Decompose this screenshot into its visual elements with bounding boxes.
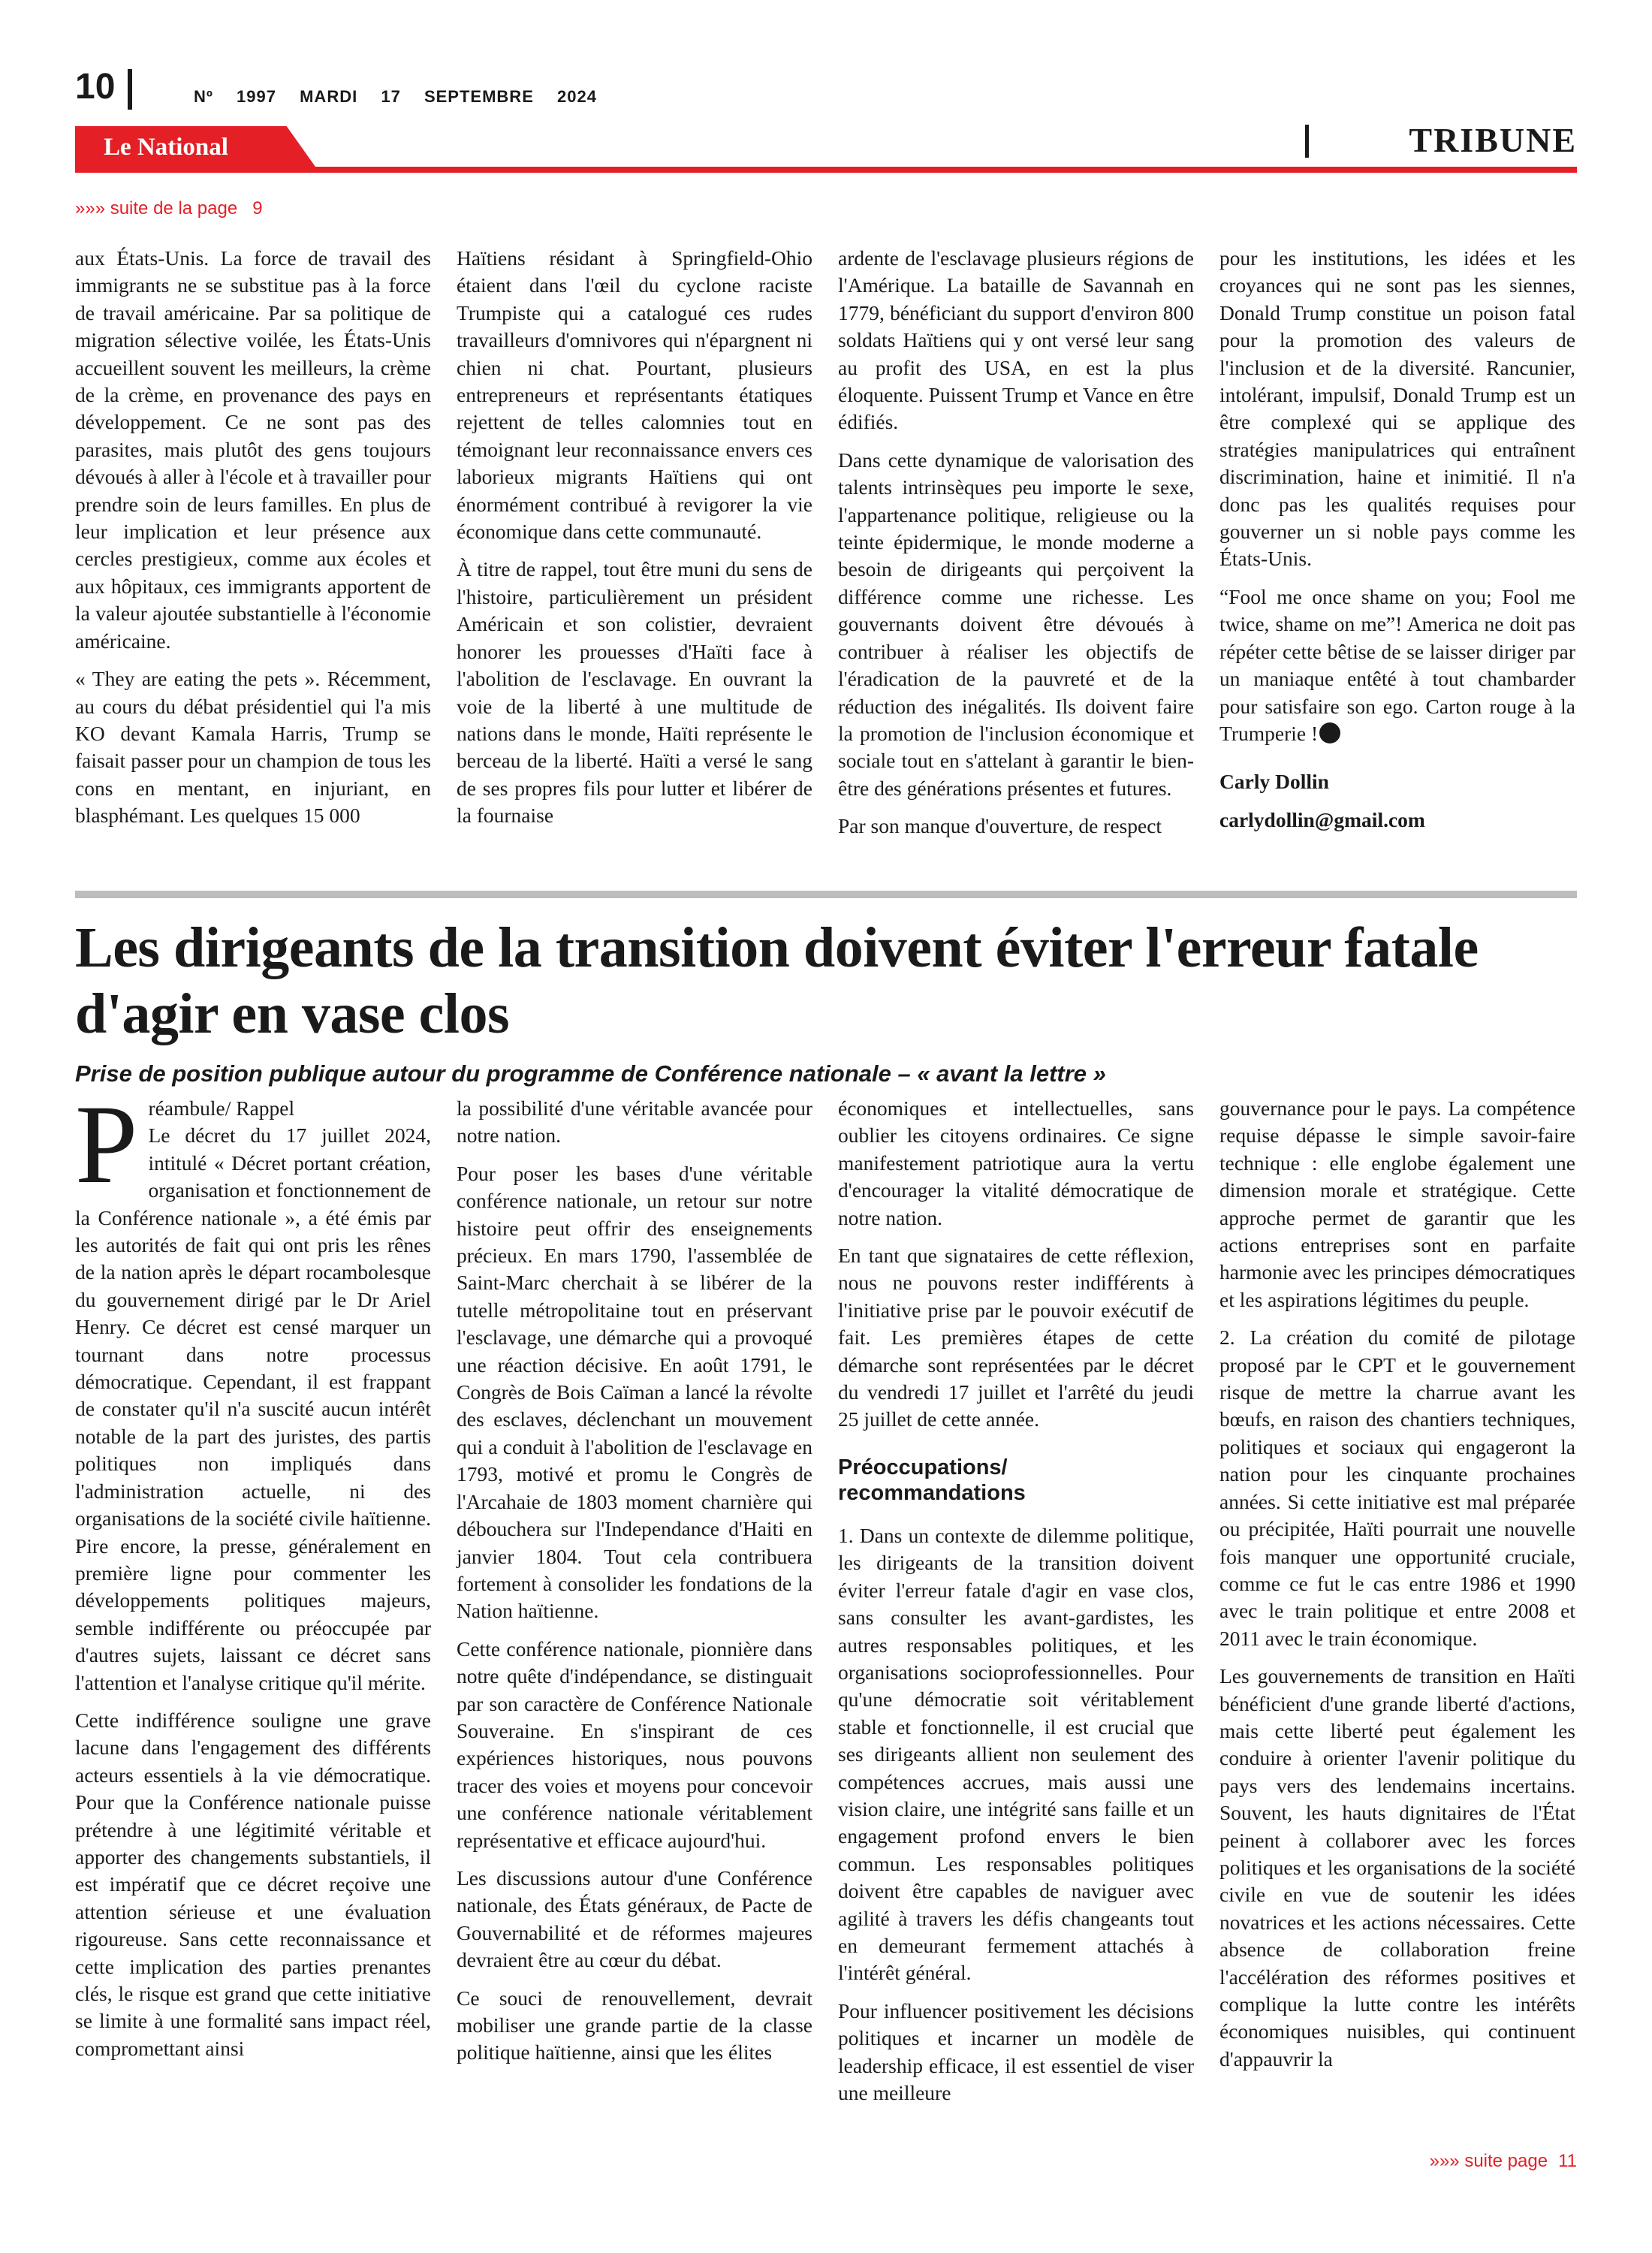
paragraph: [1219, 584, 1575, 747]
paragraph: Pour poser les bases d'une véritable conférence nationale, un retour sur notre histoire peut offrir des enseignements précieux. En mars 1790, l'assemblée de Saint-Marc cherchait à se libérer de la tutelle métropolitaine tout en préservant l'esclavage, une démarche qui a provoqué une réaction décisive. En août 1791, le Congrès de Bois Caïman a lancé la révolte des esclaves, déclenchant un mouvement qui a conduit à l'abolition de l'esclavage en 1793, motivé et promu le Congrès de l'Arcahaie de 1803 moment charnière qui débouchera sur l'Independance d'Haiti en janvier 1804. Tout cela contribuera fortement à consolider les fondations de la Nation haïtienne.: [457, 1161, 812, 1623]
continued-from-page: 9: [252, 198, 263, 219]
issue-weekday: MARDI: [300, 87, 358, 106]
article-deck: Prise de position publique autour du programme de Conférence nationale – « avant la lettre »: [75, 1060, 1106, 1087]
top-article-column-3: [838, 245, 1194, 851]
paragraph: À titre de rappel, tout être muni du sens de l'histoire, particulièrement un président Américain et son colistier, devraient honorer les prouesses d'Haïti face à l'abolition de l'esclavage. En ouvrant la voie de la liberté à une multitude de nations dans le monde, Haïti représente le berceau de la liberté. Haïti a versé le sang de ses propres fils pour lutter et libérer de la fournaise: [457, 557, 812, 828]
author-name: Carly Dollin: [1219, 770, 1329, 794]
section-divider: [1305, 125, 1309, 158]
paragraph: « They are eating the pets ». Récemment, au cours du débat présidentiel qui l'a mis KO devant Kamala Harris, Trump se faisait passer pour un champion de tous les cons en mentant, en injuriant, en blasphémant. Les quelques 15 000: [75, 667, 431, 828]
paragraph: Cette conférence nationale, pionnière dans notre quête d'indépendance, se distinguait par son caractère de Conférence Nationale Souveraine. En s'inspirant de ces expériences historiques, nous pouvons tracer des voies et moyens pour concevoir une conférence nationale véritablement représentative et efficace aujourd'hui.: [457, 1636, 812, 1852]
paragraph: 1. Dans un contexte de dilemme politique, les dirigeants de la transition doivent éviter l'erreur fatale d'agir en vase clos, sans consulter les avant-gardistes, les autres responsables politiques, et les organisations socioprofessionnelles. Pour qu'une démocratie soit véritablement stable et fonctionnelle, il est crucial que ses dirigeants allient non seulement des compétences accrues, mais aussi une vision claire, une intégrité sans faille et un engagement profond envers le bien commun. Les responsables politiques doivent être capables de naviguer avec agilité à travers les défis changeants tout en demeurant fermement attachés à l'intérêt général.: [838, 1523, 1194, 1985]
header-rule: [75, 167, 1577, 173]
brand-logo: Le National: [104, 134, 228, 161]
paragraph: En tant que signataires de cette réflexion, nous ne pouvons rester indifférents à l'initiative prise par le pouvoir exécutif de fait. Les premières étapes de cette démarche sont représentées par le décret du vendredi 17 juillet et l'arrêté du jeudi 25 juillet de cette année.: [838, 1244, 1194, 1431]
main-article-column-2: [457, 1095, 812, 2077]
drop-cap: P: [75, 1082, 138, 1207]
main-article-column-4: [1219, 1095, 1575, 2083]
paragraph: aux États-Unis. La force de travail des immigrants ne se substitue pas à la force de travail américaine. Par sa politique de migration sélective voilée, les États-Unis accueillent souvent les meilleurs, la crème de la crème, en provenance des pays en développement. Ce ne sont pas des parasites, mais plutôt des gens toujours dévoués à aller à l'école et à travailler pour prendre soin de leurs familles. En plus de leur implication et leur présence aux cercles prestigieux, comme aux écoles et aux hôpitaux, ces immigrants apportent de la valeur ajoutée substantielle à l'économie américaine.: [75, 246, 431, 653]
article-headline: Les dirigeants de la transition doivent éviter l'erreur fatale d'agir en vase clos: [75, 916, 1479, 1045]
main-article-column-3: [838, 1095, 1194, 2117]
paragraph: 2. La création du comité de pilotage proposé par le CPT et le gouvernement risque de mettre la charrue avant les bœufs, en raison des chantiers techniques, politiques et sociaux qui engageront la nation pour les cinquante prochaines années. Si cette initiative est mal préparée ou précipitée, Haïti pourrait une nouvelle fois manquer une opportunité cruciale, comme ce fut le cas entre 1986 et 1990 avec le train politique et entre 2008 et 2011 avec le train économique.: [1219, 1326, 1575, 1650]
continued-to-label: »»» suite page: [1429, 2151, 1548, 2171]
paragraph: Cette indifférence souligne une grave lacune dans l'engagement des différents acteurs essentiels à la vie démocratique. Pour que la Conférence nationale puisse prétendre à une légitimité véritable et apporter des changements substantiels, il est impératif que ce décret reçoive une attention sérieuse et une évaluation rigoureuse. Sans cette reconnaissance et cette implication des parties prenantes clés, le risque est grand que cette initiative se limite à une formalité sans impact réel, compromettant ainsi: [75, 1708, 431, 2060]
issue-month: SEPTEMBRE: [424, 87, 534, 106]
top-article-column-2: [457, 245, 812, 840]
paragraph: Haïtiens résidant à Springfield-Ohio étaient dans l'œil du cyclone raciste Trumpiste qui a catalogué ces rudes travailleurs d'omnivores qui n'épargnent ni chien ni chat. Pourtant, plusieurs entrepreneurs et représentants étatiques rejettent de telles calomnies tout en témoignant leur reconnaissance envers ces laborieux migrants Haïtiens qui ont énormément contribué à revigorer la vie économique dans cette communauté.: [457, 246, 812, 544]
page-number-divider: [128, 69, 132, 110]
issue-number: Nº 1997: [194, 87, 276, 106]
continued-to-page: 11: [1558, 2151, 1577, 2171]
paragraph: ardente de l'esclavage plusieurs régions de l'Amérique. La bataille de Savannah en 1779, bénéficiant du support d'environ 800 soldats Haïtiens qui y ont versé leur sang au profit des USA, en est la plus éloquente. Puissent Trump et Vance en être édifiés.: [838, 246, 1194, 434]
issue-day: 17: [381, 87, 401, 106]
paragraph: Pour influencer positivement les décisions politiques et incarner un modèle de leadership efficace, il est essentiel de viser une meilleure: [838, 1998, 1194, 2104]
section-title: TRIBUNE: [1409, 121, 1577, 159]
top-article-column-1: [75, 245, 431, 840]
end-mark-icon: [1319, 722, 1340, 743]
paragraph: économiques et intellectuelles, sans oublier les citoyens ordinaires. Ce signe manifestement patriotique aura la vertu d'encourager la vitalité démocratique de notre nation.: [838, 1096, 1194, 1229]
paragraph: Dans cette dynamique de valorisation des talents intrinsèques peu importe le sexe, l'appartenance politique, religieuse ou la teinte épidermique, le monde moderne a besoin de dirigeants qui perçoivent la différence comme une richesse. Les gouvernants doivent être dévoués à contribuer à réaliser les objectifs de l'éradication de la pauvreté et de la réduction des inégalités. Ils doivent faire la promotion de l'inclusion économique et sociale tout en s'attelant à garantir le bien-être des générations présentes et futures.: [838, 448, 1194, 800]
paragraph: la possibilité d'une véritable avancée pour notre nation.: [457, 1096, 812, 1148]
top-article-column-4: [1219, 245, 1575, 844]
subheading: Préoccupations/ recommandations: [838, 1455, 1026, 1505]
article-divider: [75, 891, 1577, 898]
author-email[interactable]: carlydollin@gmail.com: [1219, 807, 1425, 831]
paragraph-text: “Fool me once shame on you; Fool me twice, shame on me”! America ne doit pas répéter cette bêtise de se laisser diriger par un maniaque entêté à tout chambarder pour satisfaire son ego. Carton rouge à la Trumperie !: [1219, 584, 1575, 745]
paragraph: [75, 1082, 431, 1697]
paragraph: gouvernance pour le pays. La compétence requise dépasse le simple savoir-faire technique : elle englobe également une dimension morale et stratégique. Cette approche permet de garantir que les actions entreprises sont en parfaite harmonie avec les principes démocratiques et les aspirations légitimes du peuple.: [1219, 1096, 1575, 1311]
paragraph: pour les institutions, les idées et les croyances qui ne sont pas les siennes, Donald Trump constitue un poison fatal pour la promotion des valeurs de l'inclusion et de la diversité. Rancunier, intolérant, impulsif, Donald Trump est un être complexé qui se applique des stratégies manipulatrices qui entraînent discrimination, haine et inimitié. Il n'a donc pas les qualités requises pour gouverner un si noble pays comme les États-Unis.: [1219, 246, 1575, 571]
paragraph: Ce souci de renouvellement, devrait mobiliser une grande partie de la classe politique haïtienne, ainsi que les élites: [457, 1986, 812, 2064]
continued-from-label: »»» suite de la page: [75, 198, 238, 219]
main-article-column-1: [75, 1082, 431, 2073]
paragraph: Les gouvernements de transition en Haïti bénéficient d'une grande liberté d'actions, mais cette liberté peut également les conduire à orienter l'avenir politique du pays vers des lendemains incertains. Souvent, les hauts dignitaires de l'État peinent à collaborer avec les forces politiques et les organisations de la société civile en vue de soutenir les idées novatrices et les actions nécessaires. Cette absence de collaboration freine l'accélération des réformes positives et complique la lutte contre les intérêts économiques nuisibles, qui continuent d'appauvrir la: [1219, 1664, 1575, 2071]
paragraph-text: Le décret du 17 juillet 2024, intitulé « Décret portant création, organisation et fonctionnement de la Conférence nationale », a été émis par les autorités de fait qui ont pris les rênes de la nation après le départ rocambolesque du gouvernement dirigé par le Dr Ariel Henry. Ce décret est censé marquer un tournant dans notre processus démocratique. Cependant, il est frappant de constater qu'il n'a suscité aucun intérêt notable de la part des juristes, des partis politiques non impliqués dans l'administration actuelle, ni des organisations de la société civile haïtienne. Pire encore, la presse, généralement en première ligne pour commenter les développements politiques majeurs, semble indifférente ou préoccupée par d'autres sujets, laissant ce décret sans l'attention et l'analyse critique qu'il mérite.: [75, 1123, 431, 1694]
continued-from[interactable]: [75, 198, 263, 219]
issue-year: 2024: [557, 87, 597, 106]
continued-to[interactable]: [1430, 2151, 1577, 2172]
paragraph-text: réambule/ Rappel: [148, 1096, 295, 1120]
paragraph: Par son manque d'ouverture, de respect: [838, 814, 1162, 838]
page-number: 10: [75, 67, 116, 107]
issue-line: [194, 87, 597, 107]
paragraph: Les discussions autour d'une Conférence nationale, des États généraux, de Pacte de Gouvernabilité et de réformes majeures devraient être au cœur du débat.: [457, 1865, 812, 1972]
